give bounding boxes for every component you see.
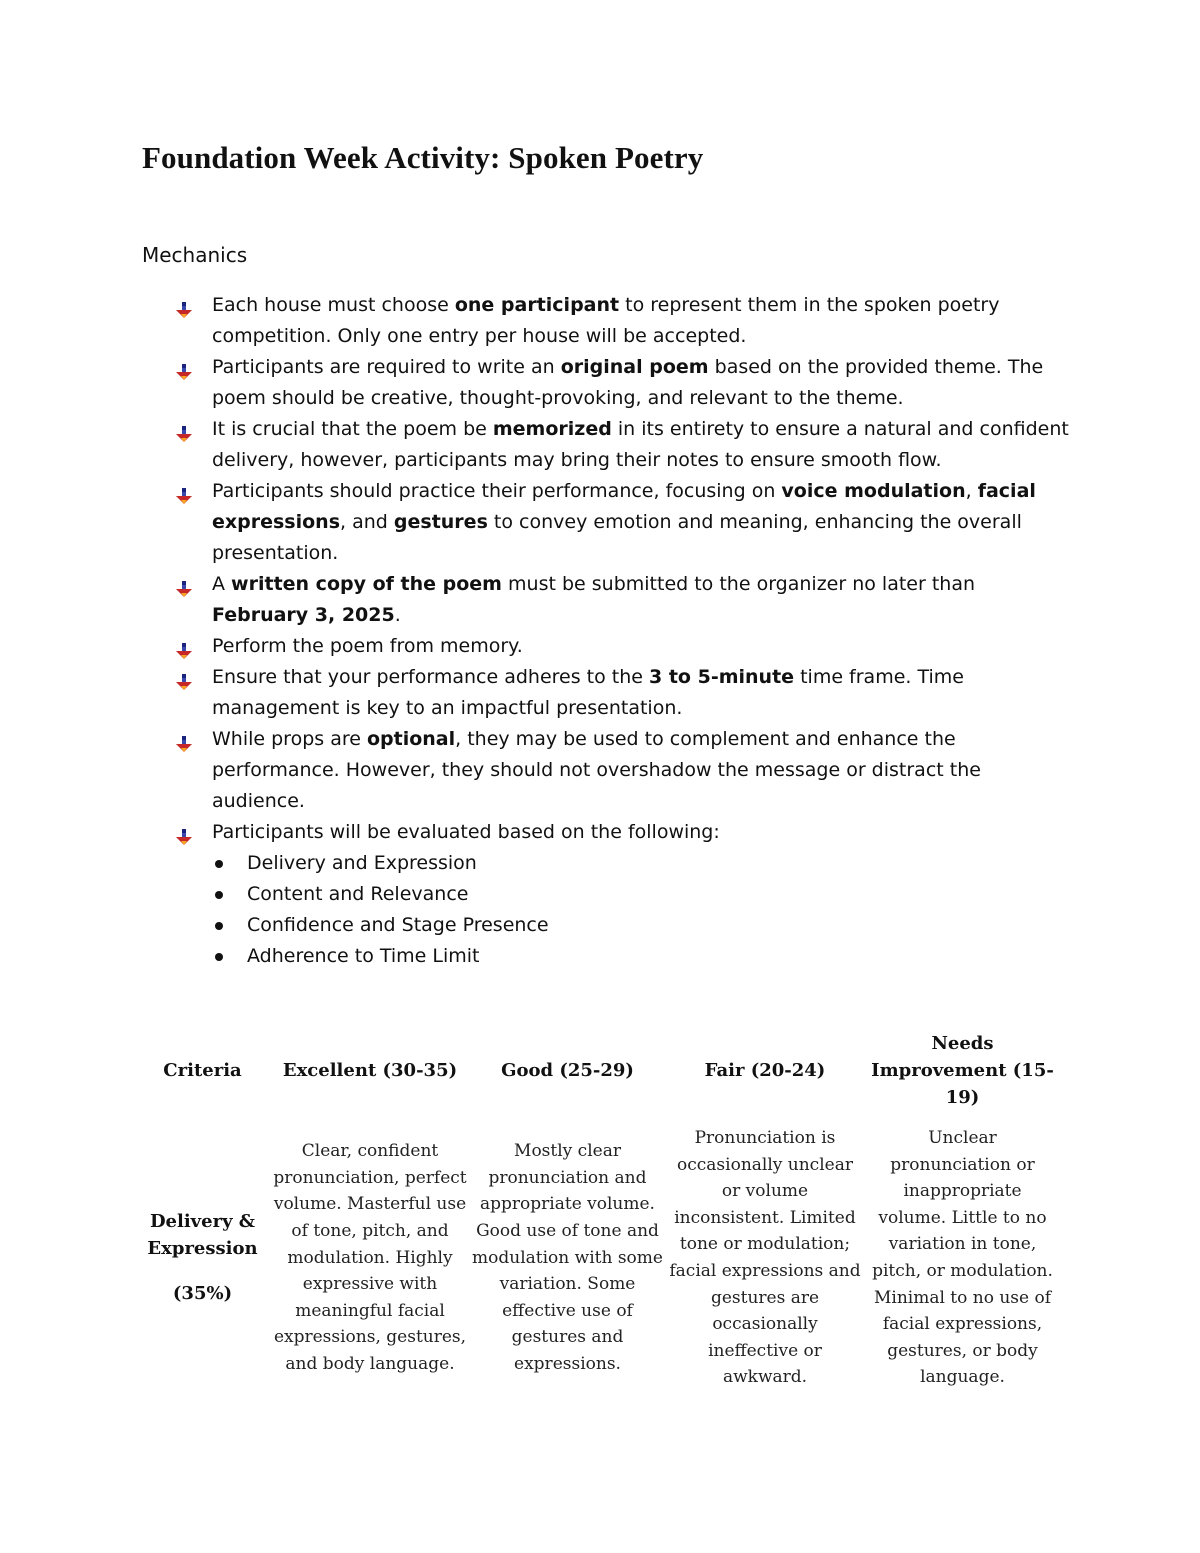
rubric-header-good: Good (25-29) — [501, 1060, 634, 1081]
list-item-text: in its entirety to ensure a natural and confident delivery, however, participants may bring their notes to ensure smooth flow. — [212, 418, 1069, 471]
criteria-item-text: Delivery and Expression — [247, 852, 477, 874]
arrow-down-bullet-icon — [176, 577, 192, 594]
mechanics-list — [170, 290, 1070, 972]
list-item-text: Participants will be evaluated based on the following: — [212, 821, 720, 843]
arrow-down-bullet-icon — [176, 360, 192, 377]
dot-bullet-icon — [215, 922, 223, 930]
emphasis-text: gestures — [393, 511, 488, 533]
rubric-header-fair: Fair (20-24) — [704, 1060, 826, 1081]
list-item — [170, 569, 1070, 631]
evaluation-criteria-list — [212, 848, 1070, 972]
rubric-header-excellent: Excellent (30-35) — [282, 1060, 458, 1081]
emphasis-text: one participant — [454, 294, 620, 316]
list-item — [170, 631, 1070, 662]
emphasis-text: original poem — [560, 356, 709, 378]
rubric-cell-needs-improvement: Unclear pronunciation or inappropriate volume. Little to no variation in tone, pitch, or modulation. Minimal to no use of facial expressions, gestures, or body language. — [872, 1128, 1053, 1388]
list-item-text: Each house must choose — [212, 294, 455, 316]
list-item-text: , — [965, 480, 978, 502]
arrow-down-bullet-icon — [176, 825, 192, 842]
list-item — [170, 662, 1070, 724]
dot-bullet-icon — [215, 953, 223, 961]
criteria-item-text: Content and Relevance — [247, 883, 469, 905]
list-item-text: to represent them in the spoken poetry competition. Only one entry per house will be accepted. — [212, 294, 1000, 347]
criteria-item-text: Adherence to Time Limit — [247, 945, 480, 967]
list-item — [212, 848, 1070, 879]
list-item — [170, 290, 1070, 352]
list-item — [212, 941, 1070, 972]
section-heading-mechanics: Mechanics — [142, 243, 248, 267]
emphasis-text: optional — [366, 728, 456, 750]
list-item-text: must be submitted to the organizer no later than — [501, 573, 975, 595]
emphasis-text: voice modulation — [781, 480, 966, 502]
criteria-item-text: Confidence and Stage Presence — [247, 914, 549, 936]
arrow-down-bullet-icon — [176, 298, 192, 315]
arrow-down-bullet-icon — [176, 732, 192, 749]
list-item-text: Participants are required to write an — [212, 356, 561, 378]
list-item — [170, 476, 1070, 569]
emphasis-text: 3 to 5-minute — [649, 666, 795, 688]
rubric-header-row — [135, 1030, 1060, 1111]
rubric-header-criteria: Criteria — [163, 1060, 242, 1081]
list-item-text: , they may be used to complement and enhance the performance. However, they should not overshadow the message or distract the audience. — [212, 728, 981, 812]
rubric-cell-fair: Pronunciation is occasionally unclear or volume inconsistent. Limited tone or modulation; facial expressions and gestures are occasionally ineffective or awkward. — [669, 1128, 861, 1388]
rubric-table — [135, 1030, 1060, 1391]
list-item-text: . — [394, 604, 401, 626]
dot-bullet-icon — [215, 860, 223, 868]
page-title: Foundation Week Activity: Spoken Poetry — [142, 140, 704, 175]
list-item-text: Perform the poem from memory. — [212, 635, 523, 657]
list-item-text: to convey emotion and meaning, enhancing the overall presentation. — [212, 511, 1022, 564]
emphasis-text: memorized — [492, 418, 612, 440]
list-item-text: A — [212, 573, 232, 595]
list-item-text: It is crucial that the poem be — [212, 418, 493, 440]
list-item-text: , and — [340, 511, 394, 533]
rubric-criterion-weight: (35%) — [172, 1283, 233, 1305]
arrow-down-bullet-icon — [176, 639, 192, 656]
rubric-cell-good: Mostly clear pronunciation and appropriate volume. Good use of tone and modulation with some variation. Some effective use of gestures and expressions. — [472, 1141, 663, 1375]
list-item — [170, 817, 1070, 972]
list-item-text: based on the provided theme. The poem should be creative, thought-provoking, and relevant to the theme. — [212, 356, 1044, 409]
list-item-text: Participants should practice their performance, focusing on — [212, 480, 782, 502]
arrow-down-bullet-icon — [176, 670, 192, 687]
list-item — [212, 910, 1070, 941]
rubric-criterion-name: Delivery & Expression — [147, 1211, 258, 1260]
list-item — [170, 414, 1070, 476]
rubric-cell-excellent: Clear, confident pronunciation, perfect volume. Masterful use of tone, pitch, and modulation. Highly expressive with meaningful facial expressions, gestures, and body language. — [273, 1141, 467, 1375]
table-row — [135, 1111, 1060, 1391]
emphasis-text: February 3, 2025 — [212, 604, 395, 626]
list-item — [170, 724, 1070, 817]
list-item-text: While props are — [212, 728, 367, 750]
emphasis-text: facial expressions — [212, 480, 1036, 533]
arrow-down-bullet-icon — [176, 484, 192, 501]
list-item-text: time frame. Time management is key to an impactful presentation. — [212, 666, 964, 719]
list-item — [212, 879, 1070, 910]
emphasis-text: written copy of the poem — [231, 573, 502, 595]
rubric-criterion-cell — [135, 1111, 270, 1391]
arrow-down-bullet-icon — [176, 422, 192, 439]
rubric-header-needs-improvement: Needs Improvement (15-19) — [871, 1033, 1054, 1108]
dot-bullet-icon — [215, 891, 223, 899]
list-item — [170, 352, 1070, 414]
list-item-text: Ensure that your performance adheres to the — [212, 666, 650, 688]
